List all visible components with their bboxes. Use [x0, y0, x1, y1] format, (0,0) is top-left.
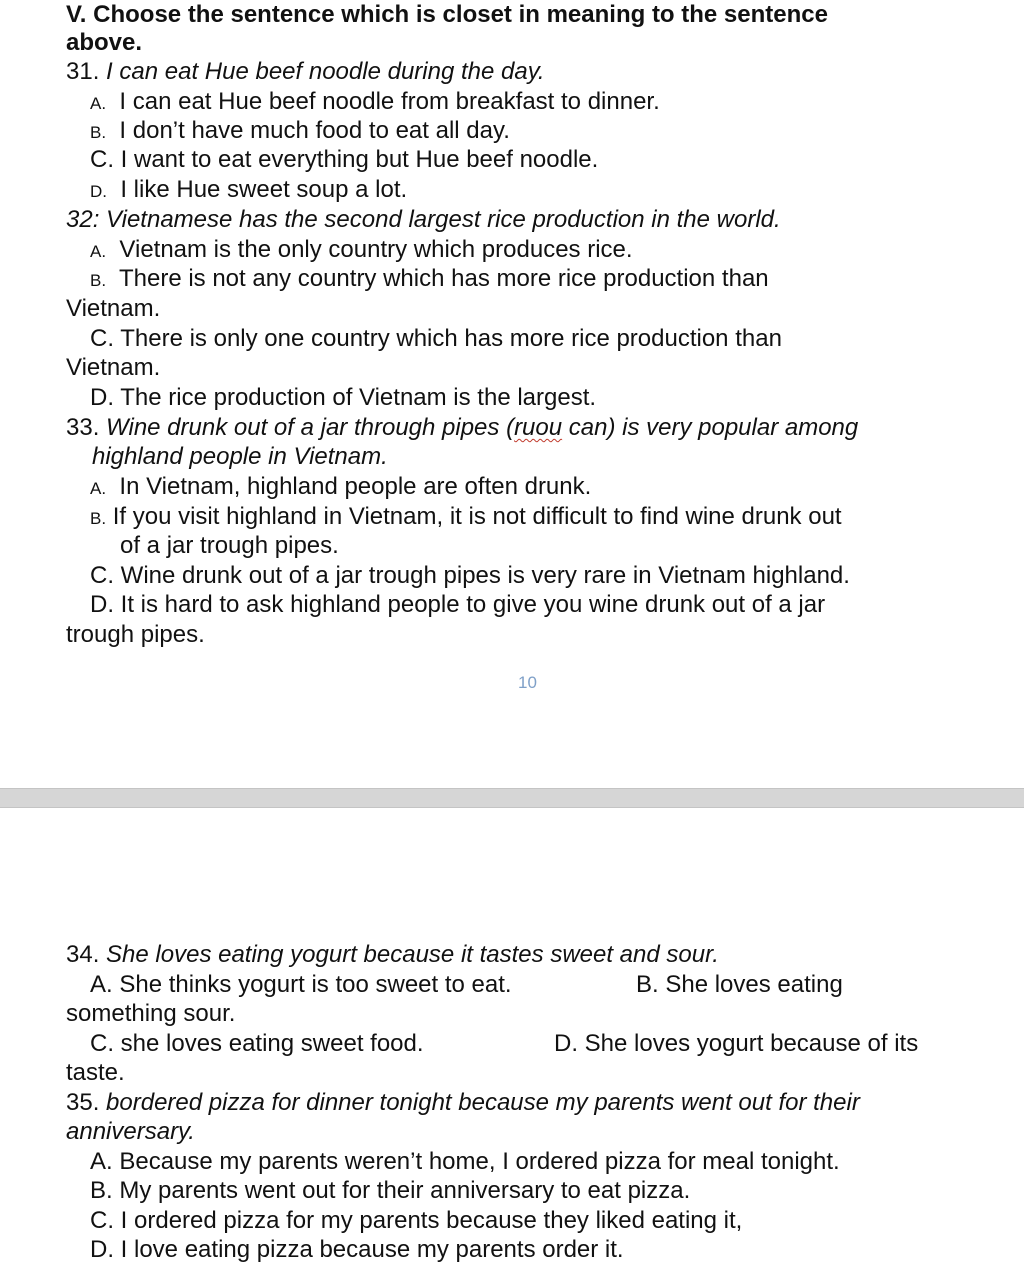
section-heading: V. Choose the sentence which is closet in meaning to the sentence — [66, 1, 828, 28]
option-letter: A. — [90, 479, 107, 498]
option-letter: B. — [90, 509, 107, 528]
option-32c-cont: Vietnam. — [66, 354, 161, 381]
question-32 — [66, 205, 781, 235]
option-32b-cont: Vietnam. — [66, 295, 161, 322]
page-separator — [0, 788, 1024, 808]
question-35 — [66, 1088, 860, 1118]
option-34c: C. she loves eating sweet food. — [90, 1030, 424, 1057]
option-letter: D. — [90, 182, 107, 201]
option-text: I like Hue sweet soup a lot. — [120, 176, 408, 203]
option-35d: D. I love eating pizza because my parents order it. — [90, 1236, 624, 1263]
option-33c: C. Wine drunk out of a jar trough pipes is very rare in Vietnam highland. — [90, 562, 850, 589]
page-number: 10 — [518, 673, 537, 692]
question-stem: Wine drunk out of a jar through pipes (ruou can) is very popular among — [106, 414, 859, 441]
question-number: 33. — [66, 414, 100, 441]
option-31b — [90, 116, 510, 148]
option-text: In Vietnam, highland people are often drunk. — [119, 473, 592, 500]
option-35a: A. Because my parents weren’t home, I ordered pizza for meal tonight. — [90, 1148, 840, 1175]
question-stem: She loves eating yogurt because it tastes sweet and sour. — [106, 941, 719, 968]
question-number: 34. — [66, 941, 100, 968]
option-33b-cont: of a jar trough pipes. — [120, 532, 339, 559]
question-stem: I can eat Hue beef noodle during the day. — [106, 58, 545, 85]
question-31 — [66, 57, 545, 87]
option-letter: B. — [90, 271, 107, 290]
question-33-stem-cont: highland people in Vietnam. — [92, 443, 388, 470]
option-32d: D. The rice production of Vietnam is the largest. — [90, 384, 597, 411]
option-31a — [90, 87, 660, 119]
question-stem: Vietnamese has the second largest rice production in the world. — [106, 206, 781, 233]
option-34d: D. She loves yogurt because of its — [554, 1030, 919, 1057]
section-heading-cont: above. — [66, 29, 143, 56]
document-page-2 — [0, 808, 1024, 1280]
option-letter: A. — [90, 242, 107, 261]
option-34a: A. She thinks yogurt is too sweet to eat. — [90, 971, 512, 998]
option-32b — [90, 264, 769, 296]
option-33d: D. It is hard to ask highland people to give you wine drunk out of a jar — [90, 591, 826, 618]
question-35-stem-cont: anniversary. — [66, 1118, 195, 1145]
question-34 — [66, 940, 719, 970]
option-34d-cont: taste. — [66, 1059, 125, 1086]
option-letter: B. — [90, 123, 107, 142]
misspelled-word: ruou — [514, 414, 563, 441]
option-32c: C. There is only one country which has more rice production than — [90, 325, 782, 352]
option-35c: C. I ordered pizza for my parents because they liked eating it, — [90, 1207, 743, 1234]
option-text: Vietnam is the only country which produces rice. — [119, 236, 633, 263]
option-text: If you visit highland in Vietnam, it is not difficult to find wine drunk out — [112, 503, 842, 530]
option-33d-cont: trough pipes. — [66, 621, 205, 648]
question-stem: bordered pizza for dinner tonight because my parents went out for their — [106, 1089, 860, 1116]
question-33 — [66, 413, 858, 443]
option-text: There is not any country which has more rice production than — [118, 265, 769, 292]
option-34b-cont: something sour. — [66, 1000, 236, 1027]
option-33b — [90, 502, 842, 534]
option-34b: B. She loves eating — [636, 971, 843, 998]
option-35b: B. My parents went out for their anniversary to eat pizza. — [90, 1177, 691, 1204]
question-number: 32: — [66, 206, 100, 233]
option-32a — [90, 235, 633, 267]
option-33a — [90, 472, 591, 504]
option-31c: C. I want to eat everything but Hue beef noodle. — [90, 146, 599, 173]
question-number: 35. — [66, 1089, 100, 1116]
option-text: I don’t have much food to eat all day. — [119, 117, 510, 144]
option-31d — [90, 175, 407, 207]
question-number: 31. — [66, 58, 100, 85]
option-letter: A. — [90, 94, 107, 113]
option-text: I can eat Hue beef noodle from breakfast to dinner. — [119, 88, 660, 115]
